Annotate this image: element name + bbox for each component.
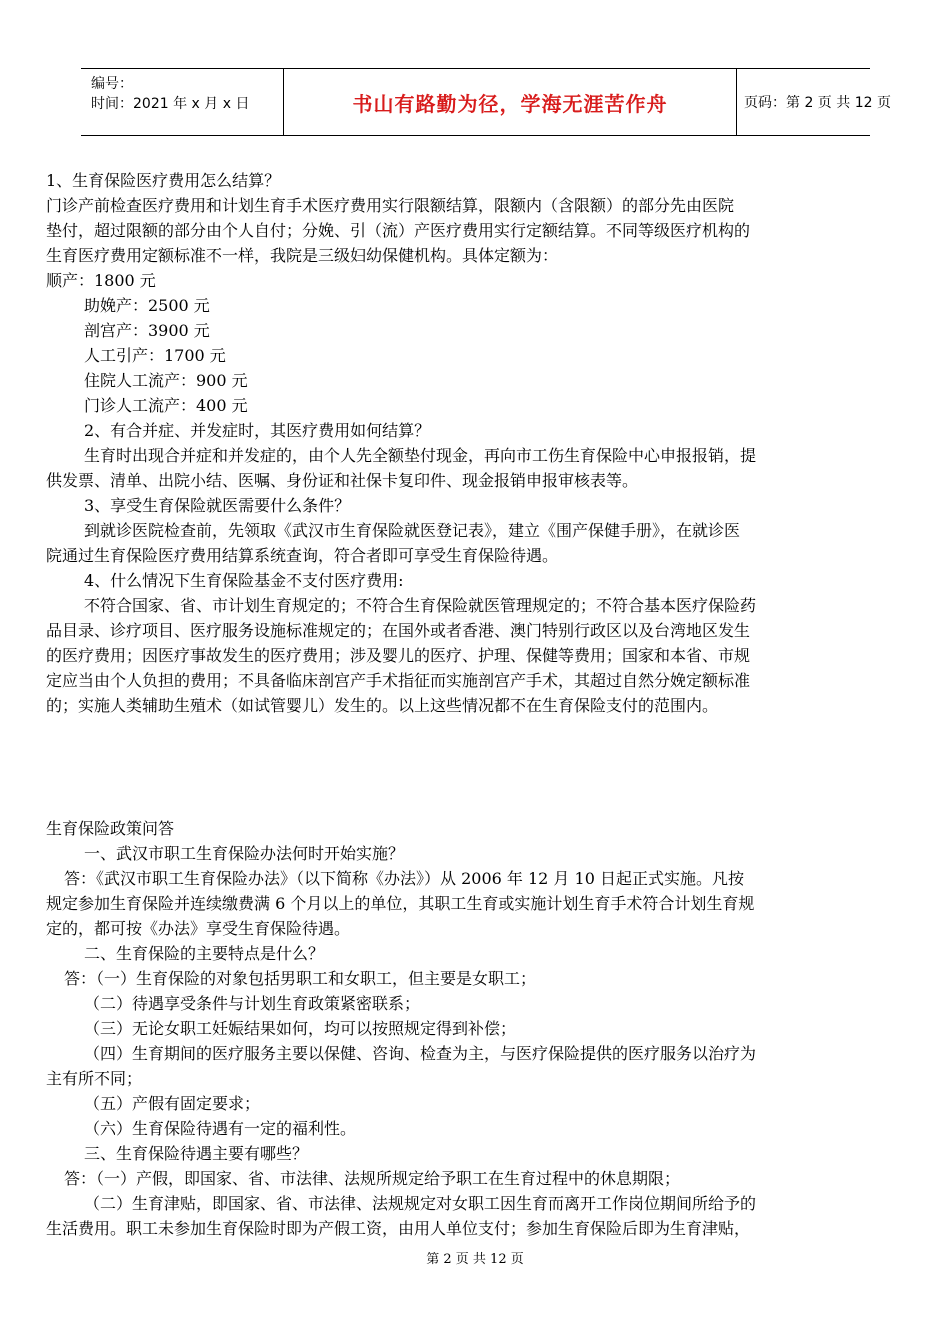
question-heading: 一、武汉市职工生育保险办法何时开始实施？ [84, 844, 405, 863]
answer-line: （五）产假有固定要求； [84, 1094, 261, 1113]
document-number-label: 编号： [91, 76, 133, 92]
paragraph-line: 的医疗费用；因医疗事故发生的医疗费用；涉及婴儿的医疗、护理、保健等费用；国家和本省、市规 [46, 646, 751, 665]
paragraph-line: 门诊产前检查医疗费用和计划生育手术医疗费用实行限额结算，限额内（含限额）的部分先由医院 [46, 196, 735, 215]
question-heading: 三、生育保险待遇主要有哪些？ [84, 1144, 309, 1163]
section-title: 生育保险政策问答 [46, 819, 175, 838]
paragraph-line: 到就诊医院检查前，先领取《武汉市生育保险就医登记表》，建立《围产保健手册》，在就诊医 [84, 521, 741, 540]
paragraph-line: 生育时出现合并症和并发症的，由个人先全额垫付现金，再向市工伤生育保险中心申报报销，提 [84, 446, 757, 465]
paragraph-line: 不符合国家、省、市计划生育规定的；不符合生育保险就医管理规定的；不符合基本医疗保险药 [84, 596, 757, 615]
page-header [81, 68, 891, 136]
fee-item: 顺产：1800 元 [46, 271, 156, 290]
answer-line: 生活费用。职工未参加生育保险时即为产假工资，由用人单位支付；参加生育保险后即为生育津贴， [46, 1219, 751, 1238]
answer-line: （六）生育保险待遇有一定的福利性。 [84, 1119, 357, 1138]
fee-item: 门诊人工流产：400 元 [84, 396, 248, 415]
answer-line: 答：（一）生育保险的对象包括男职工和女职工，但主要是女职工； [64, 969, 537, 988]
paragraph-line: 的；实施人类辅助生殖术（如试管婴儿）发生的。以上这些情况都不在生育保险支付的范围内。 [46, 696, 719, 715]
answer-line: 定的，都可按《办法》享受生育保险待遇。 [46, 919, 351, 938]
document-date-label: 时间：2021 年 x 月 x 日 [91, 96, 250, 112]
answer-line: 答：《武汉市职工生育保险办法》（以下简称《办法》）从 2006 年 12 月 10 日起正式实施。凡按 [64, 869, 744, 888]
header-motto: 书山有路勤为径，学海无涯苦作舟 [352, 91, 668, 116]
paragraph-line: 定应当由个人负担的费用；不具备临床剖宫产手术指征而实施剖宫产手术，其超过自然分娩定额标准 [46, 671, 751, 690]
answer-line: （四）生育期间的医疗服务主要以保健、咨询、检查为主，与医疗保险提供的医疗服务以治疗为 [84, 1044, 757, 1063]
fee-item: 住院人工流产：900 元 [84, 371, 248, 390]
answer-line: （三）无论女职工妊娠结果如何，均可以按照规定得到补偿； [84, 1019, 517, 1038]
fee-item: 剖宫产：3900 元 [84, 321, 210, 340]
header-motto-cell [283, 69, 737, 135]
paragraph-line: 品目录、诊疗项目、医疗服务设施标准规定的；在国外或者香港、澳门特别行政区以及台湾地区发生 [46, 621, 751, 640]
answer-line: 答：（一）产假，即国家、省、市法律、法规所规定给予职工在生育过程中的休息期限； [64, 1169, 681, 1188]
fee-item: 助娩产：2500 元 [84, 296, 210, 315]
answer-line: 主有所不同； [46, 1069, 143, 1088]
fee-item: 人工引产：1700 元 [84, 346, 226, 365]
paragraph-line: 生育医疗费用定额标准不一样，我院是三级妇幼保健机构。具体定额为： [46, 246, 559, 265]
question-heading: 3、享受生育保险就医需要什么条件？ [84, 496, 351, 515]
header-meta [81, 69, 283, 135]
header-page-number: 页码：第 2 页 共 12 页 [744, 95, 891, 111]
page-footer: 第 2 页 共 12 页 [426, 1252, 524, 1267]
answer-line: （二）生育津贴，即国家、省、市法律、法规规定对女职工因生育而离开工作岗位期间所给予的 [84, 1194, 757, 1213]
paragraph-line: 供发票、清单、出院小结、医嘱、身份证和社保卡复印件、现金报销申报审核表等。 [46, 471, 639, 490]
question-heading: 2、有合并症、并发症时，其医疗费用如何结算？ [84, 421, 431, 440]
question-heading: 4、什么情况下生育保险基金不支付医疗费用: [84, 571, 404, 590]
paragraph-line: 院通过生育保险医疗费用结算系统查询，符合者即可享受生育保险待遇。 [46, 546, 559, 565]
answer-line: 规定参加生育保险并连续缴费满 6 个月以上的单位，其职工生育或实施计划生育手术符合计划生育规 [46, 894, 755, 913]
question-heading: 二、生育保险的主要特点是什么？ [84, 944, 325, 963]
paragraph-line: 垫付，超过限额的部分由个人自付；分娩、引（流）产医疗费用实行定额结算。不同等级医疗机构的 [46, 221, 751, 240]
answer-line: （二）待遇享受条件与计划生育政策紧密联系； [84, 994, 421, 1013]
question-heading: 1、生育保险医疗费用怎么结算？ [46, 171, 281, 190]
